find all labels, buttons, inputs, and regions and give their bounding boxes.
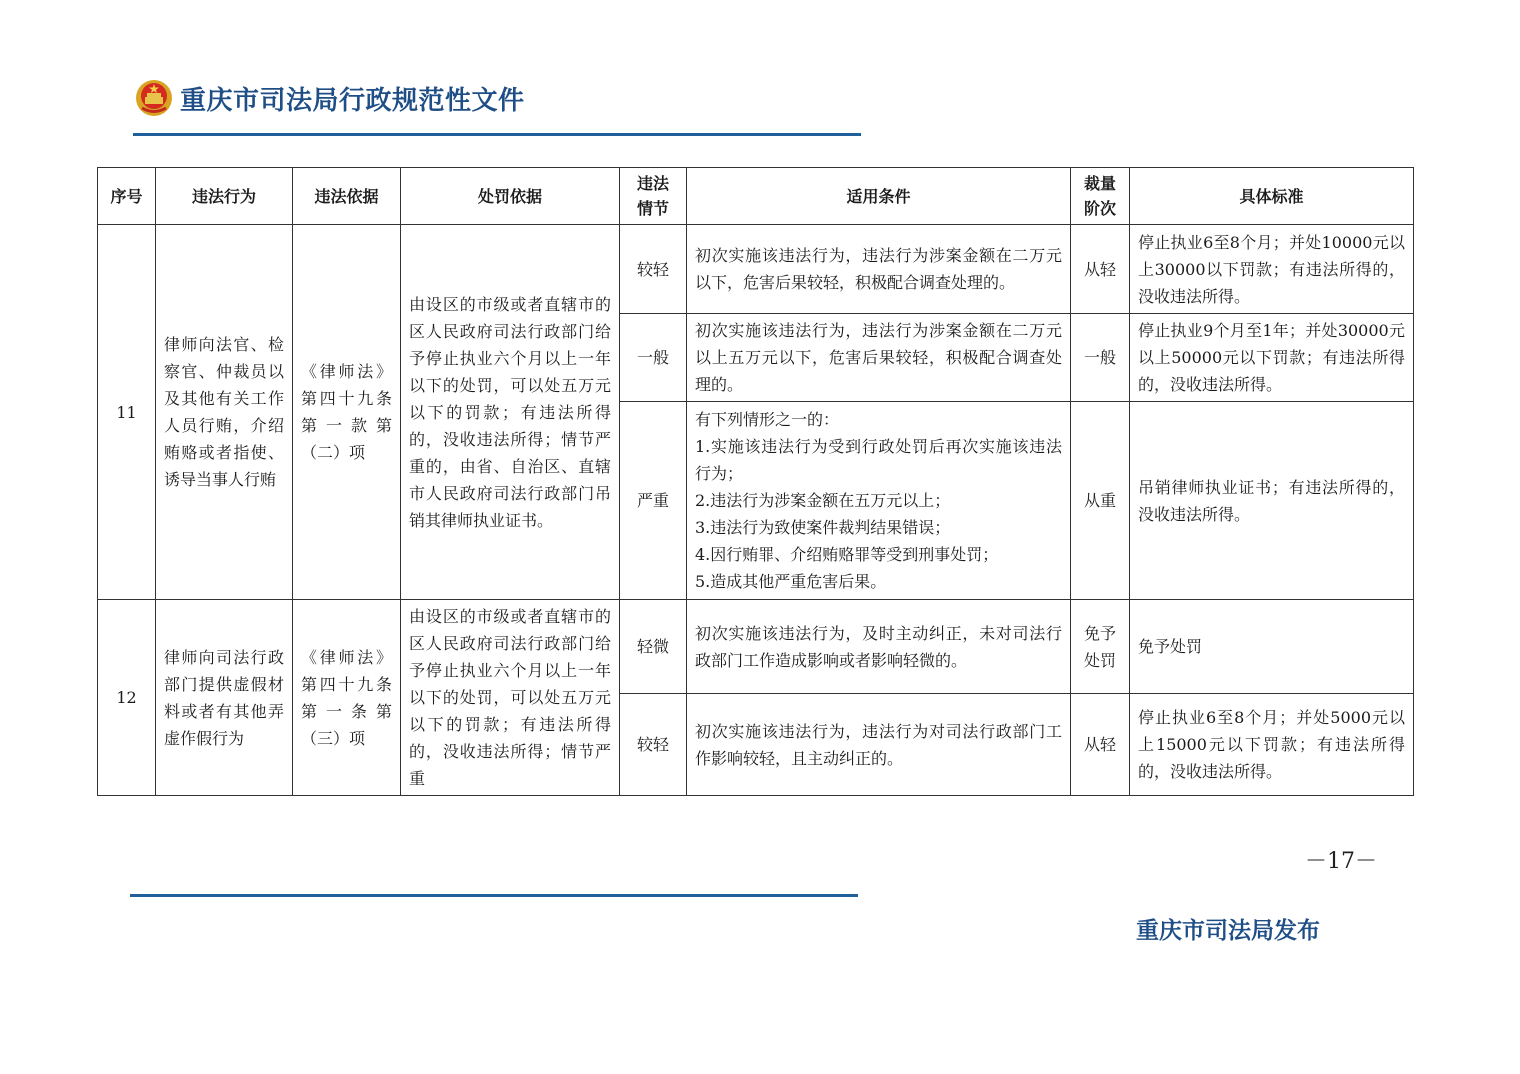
- legal-basis: 《律师法》第四十九条第一条第（三）项: [293, 600, 401, 796]
- specific-standard: 吊销律师执业证书；有违法所得的，没收违法所得。: [1130, 402, 1414, 600]
- column-header: 违法依据: [293, 168, 401, 225]
- penalty-basis: 由设区的市级或者直辖市的区人民政府司法行政部门给予停止执业六个月以上一年以下的处罚，可以处五万元以下的罚款；有违法所得的，没收违法所得；情节严重的，由省、自治区、直辖市人民政府司法行政部门吊销其律师执业证书。: [401, 225, 620, 600]
- discretion-tier: 从轻: [1071, 694, 1130, 796]
- header-title: 重庆市司法局行政规范性文件: [180, 85, 525, 116]
- footer-divider: [130, 894, 858, 897]
- column-header: 序号: [98, 168, 156, 225]
- item-number: 11: [98, 225, 156, 600]
- discretion-tier: 从重: [1071, 402, 1130, 600]
- penalty-discretion-table: [97, 167, 1414, 796]
- column-header: 适用条件: [687, 168, 1071, 225]
- violation-level: 轻微: [620, 600, 687, 694]
- column-header: 违法行为: [156, 168, 293, 225]
- violation-level: 较轻: [620, 225, 687, 314]
- applicable-condition: 初次实施该违法行为，及时主动纠正，未对司法行政部门工作造成影响或者影响轻微的。: [687, 600, 1071, 694]
- applicable-condition: 初次实施该违法行为，违法行为对司法行政部门工作影响较轻，且主动纠正的。: [687, 694, 1071, 796]
- publisher-label: 重庆市司法局发布: [1136, 918, 1320, 944]
- penalty-basis: 由设区的市级或者直辖市的区人民政府司法行政部门给予停止执业六个月以上一年以下的处罚，可以处五万元以下的罚款；有违法所得的，没收违法所得；情节严重: [401, 600, 620, 796]
- violation-level: 较轻: [620, 694, 687, 796]
- column-header: 具体标准: [1130, 168, 1414, 225]
- condition-line: 5.造成其他严重危害后果。: [695, 572, 887, 591]
- table-row: [98, 600, 1414, 694]
- violation-act: 律师向司法行政部门提供虚假材料或者有其他弄虚作假行为: [156, 600, 293, 796]
- header-divider: [133, 133, 861, 136]
- applicable-condition: 初次实施该违法行为，违法行为涉案金额在二万元以上五万元以下，危害后果较轻，积极配合调查处理的。: [687, 314, 1071, 402]
- violation-act: 律师向法官、检察官、仲裁员以及其他有关工作人员行贿，介绍贿赂或者指使、诱导当事人行贿: [156, 225, 293, 600]
- column-header: 违法 情节: [620, 168, 687, 225]
- applicable-condition: [687, 402, 1071, 600]
- national-emblem-icon: [134, 78, 174, 118]
- applicable-condition: 初次实施该违法行为，违法行为涉案金额在二万元以下，危害后果较轻，积极配合调查处理的。: [687, 225, 1071, 314]
- specific-standard: 停止执业9个月至1年；并处30000元以上50000元以下罚款；有违法所得的，没收违法所得。: [1130, 314, 1414, 402]
- specific-standard: 免予处罚: [1130, 600, 1414, 694]
- table-header-row: [98, 168, 1414, 225]
- violation-level: 一般: [620, 314, 687, 402]
- item-number: 12: [98, 600, 156, 796]
- specific-standard: 停止执业6至8个月；并处5000元以上15000元以下罚款；有违法所得的，没收违法所得。: [1130, 694, 1414, 796]
- specific-standard: 停止执业6至8个月；并处10000元以上30000以下罚款；有违法所得的，没收违法所得。: [1130, 225, 1414, 314]
- condition-line: 2.违法行为涉案金额在五万元以上；: [695, 491, 951, 510]
- condition-line: 3.违法行为致使案件裁判结果错误；: [695, 518, 951, 537]
- condition-line: 有下列情形之一的：: [695, 410, 840, 429]
- condition-line: 1.实施该违法行为受到行政处罚后再次实施该违法行为；: [695, 437, 1062, 483]
- table-row: [98, 225, 1414, 314]
- violation-level: 严重: [620, 402, 687, 600]
- column-header: 处罚依据: [401, 168, 620, 225]
- page-number: －17－: [1305, 849, 1377, 874]
- discretion-tier: 从轻: [1071, 225, 1130, 314]
- condition-line: 4.因行贿罪、介绍贿赂罪等受到刑事处罚；: [695, 545, 999, 564]
- discretion-tier: 免予处罚: [1071, 600, 1130, 694]
- column-header: 裁量 阶次: [1071, 168, 1130, 225]
- document-header: [134, 78, 525, 118]
- discretion-tier: 一般: [1071, 314, 1130, 402]
- legal-basis: 《律师法》第四十九条第一款第（二）项: [293, 225, 401, 600]
